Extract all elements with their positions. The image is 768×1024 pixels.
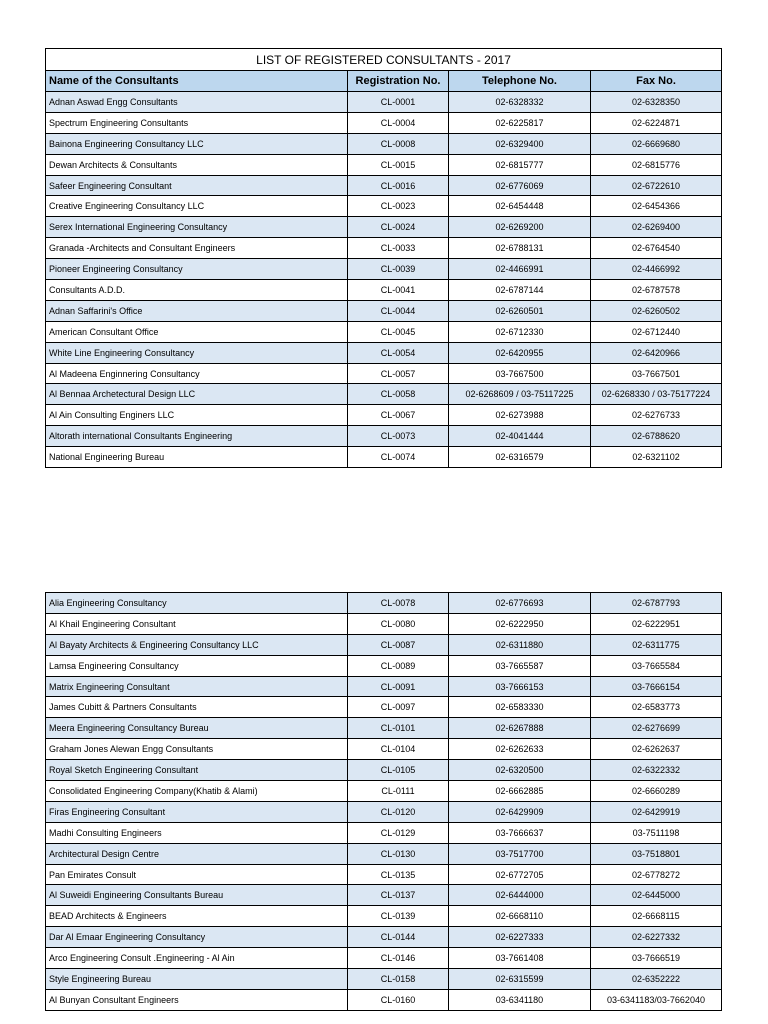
telephone-no: 02-6788131 — [449, 238, 591, 259]
consultant-name: Royal Sketch Engineering Consultant — [46, 760, 348, 781]
telephone-no: 03-7517700 — [449, 843, 591, 864]
registration-no: CL-0078 — [348, 593, 449, 614]
table-row — [46, 363, 722, 384]
consultants-table-2 — [45, 592, 722, 1011]
fax-no: 02-4466992 — [591, 259, 722, 280]
table-row — [46, 405, 722, 426]
consultant-name: Adnan Saffarini's Office — [46, 300, 348, 321]
consultant-name: Bainona Engineering Consultancy LLC — [46, 133, 348, 154]
consultant-name: Adnan Aswad Engg Consultants — [46, 92, 348, 113]
table-row — [46, 781, 722, 802]
fax-no: 02-6262637 — [591, 739, 722, 760]
fax-no: 02-6712440 — [591, 321, 722, 342]
consultant-name: Safeer Engineering Consultant — [46, 175, 348, 196]
telephone-no: 02-6329400 — [449, 133, 591, 154]
registration-no: CL-0080 — [348, 613, 449, 634]
fax-no: 02-6311775 — [591, 634, 722, 655]
registration-no: CL-0001 — [348, 92, 449, 113]
consultant-name: Al Madeena Enginnering Consultancy — [46, 363, 348, 384]
telephone-no: 02-6776069 — [449, 175, 591, 196]
registration-no: CL-0023 — [348, 196, 449, 217]
fax-no: 02-6260502 — [591, 300, 722, 321]
telephone-no: 03-7661408 — [449, 948, 591, 969]
registration-no: CL-0039 — [348, 259, 449, 280]
telephone-no: 02-6269200 — [449, 217, 591, 238]
fax-no: 02-6788620 — [591, 426, 722, 447]
table-row — [46, 426, 722, 447]
registration-no: CL-0089 — [348, 655, 449, 676]
table-row — [46, 634, 722, 655]
registration-no: CL-0073 — [348, 426, 449, 447]
table-row — [46, 948, 722, 969]
table-row — [46, 321, 722, 342]
registration-no: CL-0120 — [348, 801, 449, 822]
table-row — [46, 112, 722, 133]
registration-no: CL-0044 — [348, 300, 449, 321]
registration-no: CL-0008 — [348, 133, 449, 154]
registration-no: CL-0057 — [348, 363, 449, 384]
table-row — [46, 676, 722, 697]
registration-no: CL-0158 — [348, 969, 449, 990]
consultant-name: Al Bunyan Consultant Engineers — [46, 989, 348, 1010]
registration-no: CL-0024 — [348, 217, 449, 238]
consultant-name: Al Suweidi Engineering Consultants Bureau — [46, 885, 348, 906]
table-title: LIST OF REGISTERED CONSULTANTS - 2017 — [46, 49, 722, 71]
consultant-name: Al Ain Consulting Enginers LLC — [46, 405, 348, 426]
registration-no: CL-0129 — [348, 822, 449, 843]
fax-no: 03-7518801 — [591, 843, 722, 864]
table-row — [46, 697, 722, 718]
registration-no: CL-0135 — [348, 864, 449, 885]
consultant-name: Madhi Consulting Engineers — [46, 822, 348, 843]
consultant-name: Firas Engineering Consultant — [46, 801, 348, 822]
consultant-name: Consultants A.D.D. — [46, 280, 348, 301]
table-row — [46, 217, 722, 238]
consultant-name: Spectrum Engineering Consultants — [46, 112, 348, 133]
table-row — [46, 342, 722, 363]
table-row — [46, 885, 722, 906]
fax-no: 02-6454366 — [591, 196, 722, 217]
telephone-no: 02-6776693 — [449, 593, 591, 614]
registration-no: CL-0160 — [348, 989, 449, 1010]
registration-no: CL-0130 — [348, 843, 449, 864]
consultant-name: Architectural Design Centre — [46, 843, 348, 864]
registration-no: CL-0054 — [348, 342, 449, 363]
telephone-no: 02-6444000 — [449, 885, 591, 906]
header-registration: Registration No. — [348, 71, 449, 92]
telephone-no: 02-6815777 — [449, 154, 591, 175]
telephone-no: 02-6328332 — [449, 92, 591, 113]
telephone-no: 02-6262633 — [449, 739, 591, 760]
registration-no: CL-0033 — [348, 238, 449, 259]
fax-no: 02-6352222 — [591, 969, 722, 990]
fax-no: 02-6787578 — [591, 280, 722, 301]
consultant-name: Alia Engineering Consultancy — [46, 593, 348, 614]
table-row — [46, 822, 722, 843]
registration-no: CL-0104 — [348, 739, 449, 760]
fax-no: 02-6787793 — [591, 593, 722, 614]
consultant-name: Dar Al Emaar Engineering Consultancy — [46, 927, 348, 948]
telephone-no: 02-6260501 — [449, 300, 591, 321]
telephone-no: 02-6320500 — [449, 760, 591, 781]
fax-no: 02-6328350 — [591, 92, 722, 113]
registration-no: CL-0074 — [348, 447, 449, 468]
registration-no: CL-0105 — [348, 760, 449, 781]
consultant-name: Al Bayaty Architects & Engineering Consultancy LLC — [46, 634, 348, 655]
fax-no: 03-7665584 — [591, 655, 722, 676]
fax-no: 02-6222951 — [591, 613, 722, 634]
telephone-no: 03-7666153 — [449, 676, 591, 697]
consultant-name: Altorath international Consultants Engineering — [46, 426, 348, 447]
fax-no: 02-6224871 — [591, 112, 722, 133]
telephone-no: 02-6273988 — [449, 405, 591, 426]
registration-no: CL-0087 — [348, 634, 449, 655]
fax-no: 03-7666154 — [591, 676, 722, 697]
table-row — [46, 259, 722, 280]
fax-no: 02-6583773 — [591, 697, 722, 718]
table-row — [46, 133, 722, 154]
consultant-name: American Consultant Office — [46, 321, 348, 342]
table-row — [46, 718, 722, 739]
table-row — [46, 969, 722, 990]
registration-no: CL-0111 — [348, 781, 449, 802]
consultant-name: Graham Jones Alewan Engg Consultants — [46, 739, 348, 760]
telephone-no: 03-7667500 — [449, 363, 591, 384]
header-fax: Fax No. — [591, 71, 722, 92]
registration-no: CL-0041 — [348, 280, 449, 301]
fax-no: 02-6322332 — [591, 760, 722, 781]
fax-no: 02-6764540 — [591, 238, 722, 259]
header-telephone: Telephone No. — [449, 71, 591, 92]
telephone-no: 02-6311880 — [449, 634, 591, 655]
consultant-name: Pioneer Engineering Consultancy — [46, 259, 348, 280]
consultant-name: Style Engineering Bureau — [46, 969, 348, 990]
telephone-no: 02-4041444 — [449, 426, 591, 447]
telephone-no: 02-6225817 — [449, 112, 591, 133]
telephone-no: 02-4466991 — [449, 259, 591, 280]
table-body-2 — [46, 593, 722, 1011]
fax-no: 02-6429919 — [591, 801, 722, 822]
consultant-name: Dewan Architects & Consultants — [46, 154, 348, 175]
fax-no: 03-7667501 — [591, 363, 722, 384]
registration-no: CL-0139 — [348, 906, 449, 927]
fax-no: 02-6276733 — [591, 405, 722, 426]
telephone-no: 02-6583330 — [449, 697, 591, 718]
registration-no: CL-0045 — [348, 321, 449, 342]
fax-no: 03-7666519 — [591, 948, 722, 969]
fax-no: 02-6815776 — [591, 154, 722, 175]
fax-no: 02-6321102 — [591, 447, 722, 468]
telephone-no: 03-7666637 — [449, 822, 591, 843]
consultant-name: National Engineering Bureau — [46, 447, 348, 468]
header-name: Name of the Consultants — [46, 71, 348, 92]
telephone-no: 02-6429909 — [449, 801, 591, 822]
telephone-no: 03-7665587 — [449, 655, 591, 676]
telephone-no: 02-6315599 — [449, 969, 591, 990]
table-row — [46, 447, 722, 468]
table-row — [46, 801, 722, 822]
registration-no: CL-0067 — [348, 405, 449, 426]
fax-no: 02-6668115 — [591, 906, 722, 927]
registration-no: CL-0058 — [348, 384, 449, 405]
fax-no: 02-6660289 — [591, 781, 722, 802]
registration-no: CL-0137 — [348, 885, 449, 906]
fax-no: 02-6276699 — [591, 718, 722, 739]
consultant-name: Serex International Engineering Consultancy — [46, 217, 348, 238]
consultant-name: Meera Engineering Consultancy Bureau — [46, 718, 348, 739]
table-row — [46, 989, 722, 1010]
table-row — [46, 300, 722, 321]
table-row — [46, 196, 722, 217]
consultant-name: Creative Engineering Consultancy LLC — [46, 196, 348, 217]
consultant-name: Arco Engineering Consult .Engineering - Al Ain — [46, 948, 348, 969]
fax-no: 02-6227332 — [591, 927, 722, 948]
registration-no: CL-0144 — [348, 927, 449, 948]
fax-no: 02-6269400 — [591, 217, 722, 238]
table-row — [46, 760, 722, 781]
registration-no: CL-0146 — [348, 948, 449, 969]
registration-no: CL-0101 — [348, 718, 449, 739]
fax-no: 02-6778272 — [591, 864, 722, 885]
registration-no: CL-0097 — [348, 697, 449, 718]
telephone-no: 02-6787144 — [449, 280, 591, 301]
table-row — [46, 843, 722, 864]
consultant-name: Granada -Architects and Consultant Engineers — [46, 238, 348, 259]
consultant-name: White Line Engineering Consultancy — [46, 342, 348, 363]
consultant-name: BEAD Architects & Engineers — [46, 906, 348, 927]
table-row — [46, 238, 722, 259]
fax-no: 02-6268330 / 03-75177224 — [591, 384, 722, 405]
table-row — [46, 864, 722, 885]
telephone-no: 02-6454448 — [449, 196, 591, 217]
telephone-no: 02-6316579 — [449, 447, 591, 468]
telephone-no: 02-6772705 — [449, 864, 591, 885]
title-row — [46, 49, 722, 71]
table-row — [46, 593, 722, 614]
telephone-no: 02-6268609 / 03-75117225 — [449, 384, 591, 405]
table-row — [46, 927, 722, 948]
fax-no: 03-7511198 — [591, 822, 722, 843]
fax-no: 02-6420966 — [591, 342, 722, 363]
table-row — [46, 655, 722, 676]
table-body-1 — [46, 92, 722, 468]
registration-no: CL-0004 — [348, 112, 449, 133]
table-row — [46, 906, 722, 927]
registration-no: CL-0091 — [348, 676, 449, 697]
consultant-name: James Cubitt & Partners Consultants — [46, 697, 348, 718]
table-row — [46, 739, 722, 760]
telephone-no: 02-6222950 — [449, 613, 591, 634]
consultant-name: Al Bennaa Archetectural Design LLC — [46, 384, 348, 405]
table-row — [46, 613, 722, 634]
table-row — [46, 92, 722, 113]
telephone-no: 02-6267888 — [449, 718, 591, 739]
fax-no: 03-6341183/03-7662040 — [591, 989, 722, 1010]
consultant-name: Pan Emirates Consult — [46, 864, 348, 885]
consultant-name: Lamsa Engineering Consultancy — [46, 655, 348, 676]
registration-no: CL-0015 — [348, 154, 449, 175]
consultant-name: Al Khail Engineering Consultant — [46, 613, 348, 634]
consultant-name: Consolidated Engineering Company(Khatib & Alami) — [46, 781, 348, 802]
fax-no: 02-6722610 — [591, 175, 722, 196]
fax-no: 02-6445000 — [591, 885, 722, 906]
telephone-no: 02-6227333 — [449, 927, 591, 948]
telephone-no: 02-6662885 — [449, 781, 591, 802]
telephone-no: 02-6668110 — [449, 906, 591, 927]
consultants-table-1 — [45, 48, 722, 468]
table-row — [46, 154, 722, 175]
consultant-name: Matrix Engineering Consultant — [46, 676, 348, 697]
telephone-no: 03-6341180 — [449, 989, 591, 1010]
table-row — [46, 384, 722, 405]
registration-no: CL-0016 — [348, 175, 449, 196]
telephone-no: 02-6712330 — [449, 321, 591, 342]
table-row — [46, 175, 722, 196]
header-row — [46, 71, 722, 92]
fax-no: 02-6669680 — [591, 133, 722, 154]
telephone-no: 02-6420955 — [449, 342, 591, 363]
table-row — [46, 280, 722, 301]
